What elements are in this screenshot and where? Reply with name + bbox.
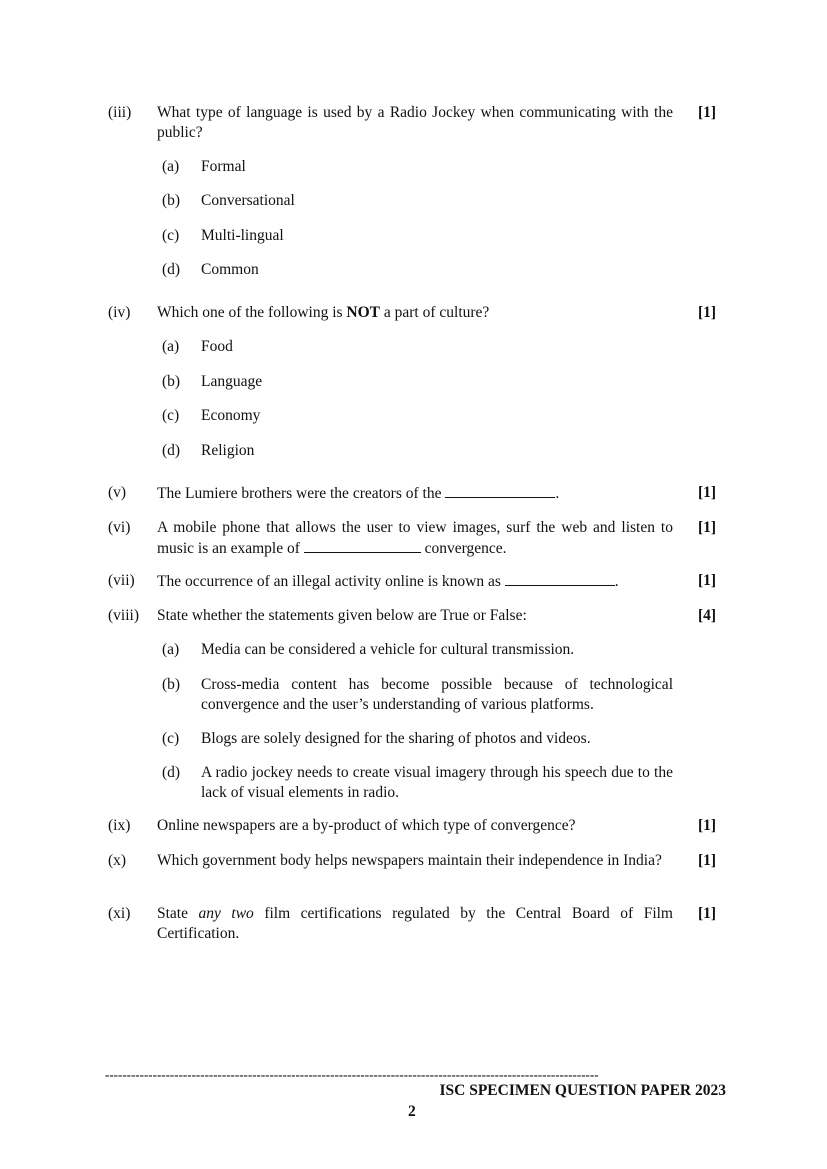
page-number: 2 <box>408 1103 416 1120</box>
emphasis-any-two: any two <box>198 905 254 922</box>
question-text: State whether the statements given below are True or False: <box>157 607 527 624</box>
question-number: (vi) <box>108 519 131 536</box>
question-text-part: The occurrence of an illegal activity online is known as <box>157 573 505 590</box>
question-number: (vii) <box>108 572 135 589</box>
question-marks: [1] <box>698 817 717 834</box>
question-marks: [1] <box>698 572 717 589</box>
question-text <box>157 483 673 504</box>
option-label: (d) <box>162 442 181 459</box>
question-text: What type of language is used by a Radio Jockey when communicating with the public? <box>157 104 673 141</box>
question-number: (v) <box>108 484 127 501</box>
question-text <box>157 303 673 323</box>
option-text: A radio jockey needs to create visual imagery through his speech due to the lack of visual elements in radio. <box>201 764 673 801</box>
footer-divider: ------------------------------------------------------------------------------------------------------------------ <box>105 1067 599 1082</box>
option-text: Conversational <box>201 192 295 209</box>
question-text-part: . <box>614 573 619 590</box>
question-text-part: convergence. <box>420 539 507 557</box>
option-label: (b) <box>162 373 181 390</box>
option-text: Formal <box>201 158 246 175</box>
option-label: (d) <box>162 261 181 278</box>
option-label: (a) <box>162 641 180 658</box>
option-label: (d) <box>162 764 181 781</box>
option-label: (b) <box>162 192 181 209</box>
question-text-part: a part of culture? <box>380 304 490 321</box>
option-text: Common <box>201 261 259 278</box>
question-text <box>157 518 673 558</box>
option-text: Blogs are solely designed for the sharing of photos and videos. <box>201 730 591 747</box>
option-text: Language <box>201 373 263 390</box>
answer-blank <box>505 571 615 586</box>
question-text <box>157 571 673 592</box>
question-text: Online newspapers are a by-product of which type of convergence? <box>157 817 576 834</box>
question-number: (x) <box>108 852 127 869</box>
option-label: (c) <box>162 730 180 747</box>
question-number: (iv) <box>108 304 131 321</box>
option-label: (a) <box>162 338 180 355</box>
question-marks: [1] <box>698 519 717 536</box>
question-marks: [1] <box>698 852 717 869</box>
question-number: (ix) <box>108 817 131 834</box>
emphasis-not: NOT <box>346 304 380 321</box>
question-text <box>157 904 673 943</box>
option-label: (c) <box>162 407 180 424</box>
question-number: (xi) <box>108 905 131 922</box>
question-text-part: State <box>157 905 199 922</box>
question-marks: [1] <box>698 905 717 922</box>
question-text: Which government body helps newspapers maintain their independence in India? <box>157 852 662 869</box>
question-marks: [1] <box>698 484 717 501</box>
question-text-part: The Lumiere brothers were the creators of the <box>157 485 446 502</box>
question-number: (viii) <box>108 607 139 624</box>
question-marks: [4] <box>698 607 717 624</box>
option-text: Food <box>201 338 233 355</box>
question-text-part: film certifications regulated by the Central Board of Film Certification. <box>157 905 673 942</box>
option-text: Multi-lingual <box>201 227 284 244</box>
option-label: (b) <box>162 676 181 693</box>
footer-title: ISC SPECIMEN QUESTION PAPER 2023 <box>439 1082 726 1099</box>
question-text-part: . <box>555 485 560 502</box>
option-text: Cross-media content has become possible because of technological convergence and the user’s understanding of various platforms. <box>201 676 673 713</box>
option-text: Religion <box>201 442 255 459</box>
option-text: Media can be considered a vehicle for cultural transmission. <box>201 641 575 658</box>
answer-blank <box>304 538 421 553</box>
question-text-part: A mobile phone that allows the user to view images, surf the web and listen to music is an example of <box>157 519 673 557</box>
option-label: (c) <box>162 227 180 244</box>
question-text-part: Which one of the following is <box>157 304 347 321</box>
question-marks: [1] <box>698 104 717 121</box>
answer-blank <box>445 483 555 498</box>
option-text: Economy <box>201 407 261 424</box>
question-marks: [1] <box>698 304 717 321</box>
option-label: (a) <box>162 158 180 175</box>
question-number: (iii) <box>108 104 132 121</box>
